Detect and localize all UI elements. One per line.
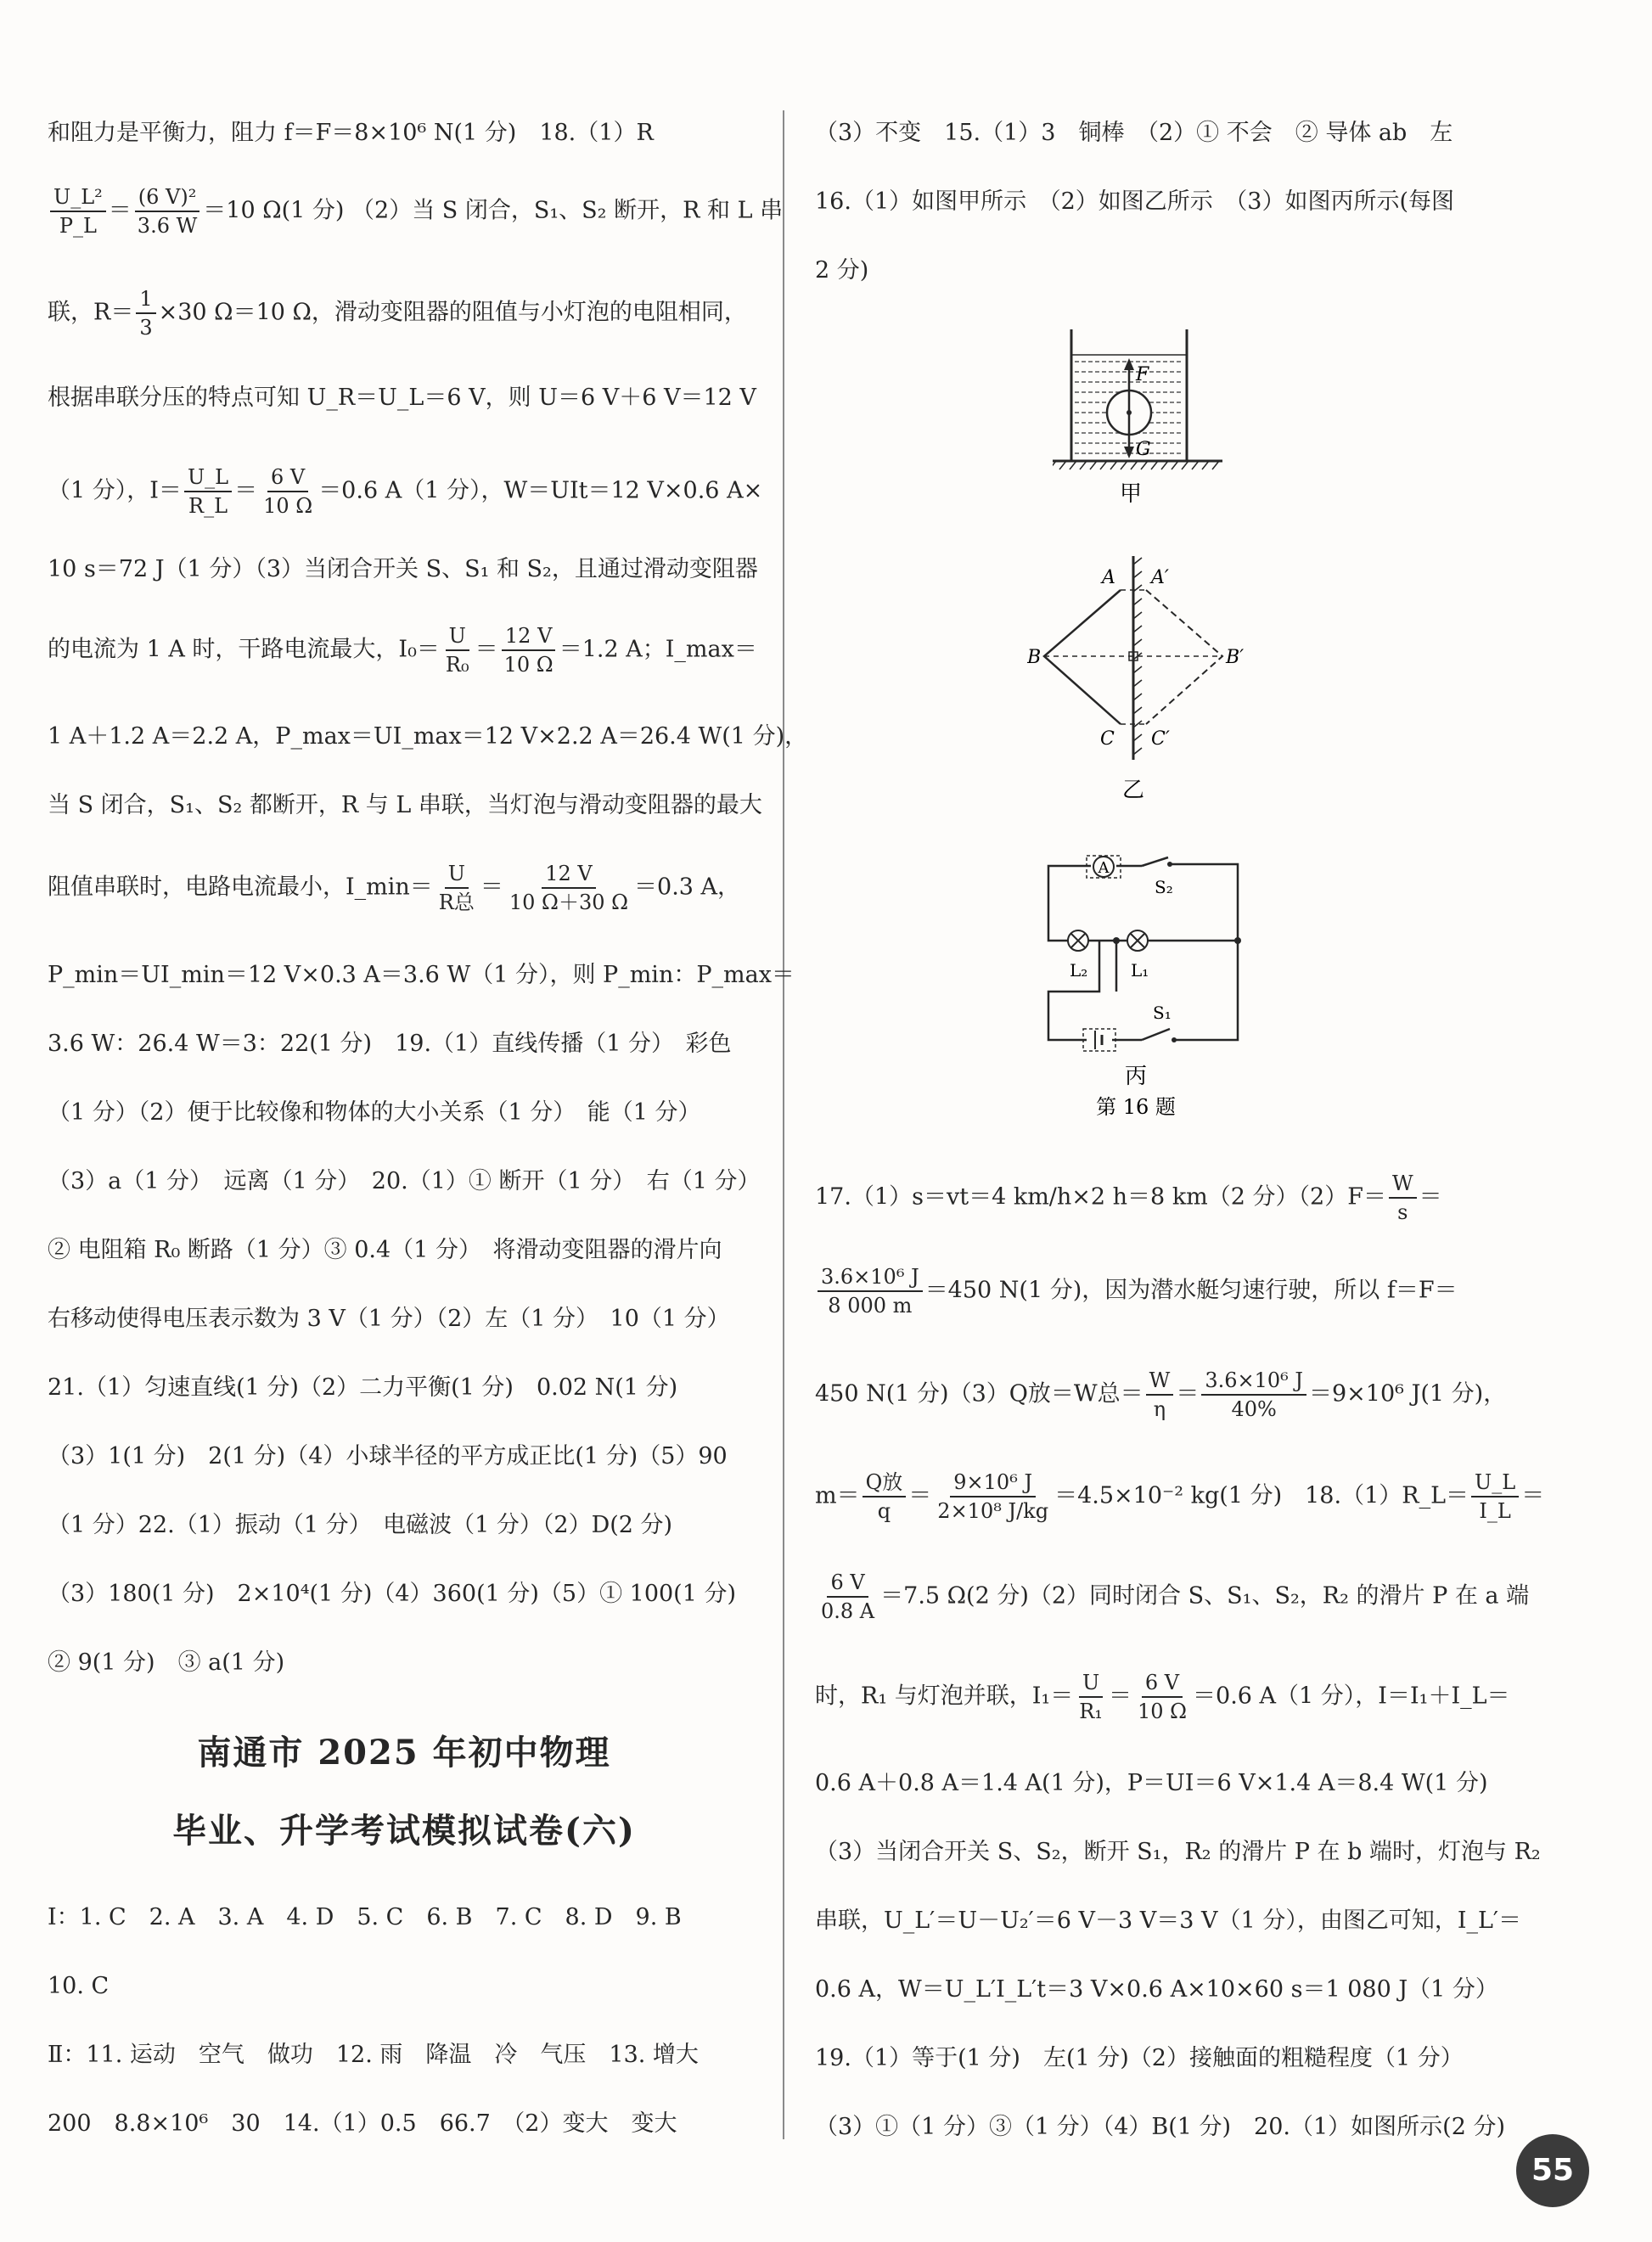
fraction: $\frac{\text{3.6×10⁶ J}}{40\%}$ [1201,1368,1306,1421]
fraction: $\frac{W}{\eta}$ [1146,1368,1174,1421]
text-line: 21.（1）匀速直线(1 分)（2）二力平衡(1 分) 0.02 N(1 分) [48,1374,678,1401]
figure-label-jia: 甲 [1119,481,1143,507]
text-line: （3）180(1 分) 2×10⁴(1 分)（4）360(1 分)（5）① 100(1 分) [48,1581,737,1607]
label-L2: L₂ [1070,960,1088,981]
text-line: 1 A＋1.2 A＝2.2 A，P_max＝UI_max＝12 V×2.2 A＝26.4 W(1 分)， [48,723,808,750]
text-line: P_min＝UI_min＝12 V×0.3 A＝3.6 W（1 分），则 P_min：P_max＝ [48,962,795,988]
fraction: $\frac{12 V}{10 \Omega+30 \Omega}$ [509,862,629,914]
label-L1: L₁ [1131,960,1149,981]
figure-bing [1036,840,1290,1129]
exam-title-line2: 毕业、升学考试模拟试卷(六) [172,1811,636,1851]
image-ABC [1146,590,1222,724]
fraction: $\frac{6 V}{0.8 A}$ [821,1571,875,1623]
answer-line: 10. C [48,1973,110,1999]
fraction: $\frac{1}{3}$ [136,287,155,340]
text-line: （3）当闭合开关 S、S₂，断开 S₁，R₂ 的滑片 P 在 b 端时，灯泡与 R₂ [815,1839,1541,1865]
ball-center [1127,410,1132,415]
text-line: 17.（1）s＝vt＝4 km/h×2 h＝8 km（2 分）（2）F＝ $\frac{W}{s}$ ＝ [815,1172,1442,1224]
label-A: A [1102,567,1115,588]
fraction: $\frac{W}{s}$ [1389,1172,1417,1224]
text-line: $\frac{\text{U\_L²}}{P\_L}$ ＝ $\frac{\text{(6 V)²}}{3.6 W}$ ＝10 Ω(1 分) （2）当 S 闭合，S₁、S₂ 断开，R 和 L 串 [48,185,783,238]
switch-S2 [1142,857,1168,866]
arrowhead-G [1124,447,1134,458]
text-line: 10 s＝72 J（1 分）（3）当闭合开关 S、S₁ 和 S₂，且通过滑动变阻器 [48,556,758,582]
text-line: 0.6 A＋0.8 A＝1.4 A(1 分)，P＝UI＝6 V×1.4 A＝8.4 W(1 分) [815,1770,1488,1796]
arrowhead-F [1124,358,1134,370]
text-line: （3）不变 15.（1）3 铜棒 （2）① 不会 ② 导体 ab 左 [815,120,1453,146]
switch-S1-contact [1172,1037,1177,1042]
text-line: （3）①（1 分）③（1 分）（4）B(1 分) 20.（1）如图所示(2 分) [815,2114,1505,2140]
fraction: $\frac{U}{\text{R₁}}$ [1079,1671,1103,1723]
text-line: 16.（1）如图甲所示 （2）如图乙所示 （3）如图丙所示(每图 [815,188,1455,215]
text-line: （3）a（1 分） 远离（1 分） 20.（1）① 断开（1 分） 右（1 分） [48,1168,761,1194]
text-line: m＝ $\frac{\text{Q放}}{q}$ ＝ $\frac{\text{9×10⁶ J}}{\text{2×10⁸ J/kg}}$ ＝4.5×10⁻² kg(1 分) 18.（1）R_L＝ $\frac{U\_L}{I\_L}$ ＝ [815,1470,1545,1523]
text-line: （1 分）（2）便于比较像和物体的大小关系（1 分） 能（1 分） [48,1099,701,1126]
text-line: 450 N(1 分)（3）Q放＝W总＝ $\frac{W}{\eta}$ ＝ $\frac{\text{3.6×10⁶ J}}{40\%}$ ＝9×10⁶ J(1 分)， [815,1368,1507,1421]
text-line: 串联，U_L′＝U－U₂′＝6 V－3 V＝3 V（1 分），由图乙可知，I_L′＝ [815,1908,1522,1934]
fraction: $\frac{\text{(6 V)²}}{3.6 W}$ [134,185,200,238]
text-line: ② 电阻箱 R₀ 断路（1 分）③ 0.4（1 分） 将滑动变阻器的滑片向 [48,1237,722,1263]
answer-line: 200 8.8×10⁶ 30 14.（1）0.5 66.7 （2）变大 变大 [48,2110,677,2137]
text-line: 阻值串联时，电路电流最小，I_min＝ $\frac{U}{\text{R总}}$ ＝ $\frac{12 V}{10 \Omega+30 \Omega}$ ＝0.3 A， [48,862,741,914]
fraction: $\frac{U\_L}{I\_L}$ [1471,1470,1519,1523]
figure-label-yi: 乙 [1121,778,1145,803]
text-line: （3）1(1 分) 2(1 分)（4）小球半径的平方成正比(1 分)（5）90 [48,1443,728,1469]
fraction: $\frac{\text{Q放}}{q}$ [863,1470,907,1523]
object-ABC [1044,590,1121,724]
text-line: $\frac{6 V}{0.8 A}$ ＝7.5 Ω(2 分)（2）同时闭合 S、S₁、S₂，R₂ 的滑片 P 在 a 端 [815,1571,1529,1623]
text-line: 的电流为 1 A 时，干路电流最大，I₀＝ $\frac{U}{\text{R₀}}$ ＝ $\frac{12 V}{10 \Omega}$ ＝1.2 A；I_max＝ [48,624,757,677]
text-line: 2 分) [815,257,869,284]
ammeter-label: A [1098,859,1110,877]
figure-caption: 第 16 题 [1096,1095,1176,1119]
page-number-badge: 55 [1516,2134,1589,2207]
answer-line: Ⅱ：11. 运动 空气 做功 12. 雨 降温 冷 气压 13. 增大 [48,2042,699,2068]
label-A-prime: A′ [1151,567,1169,588]
circuit-wires [1048,864,1238,1040]
label-C-prime: C′ [1151,728,1170,750]
figure-yi [1027,556,1265,811]
text-line: 和阻力是平衡力，阻力 f＝F＝8×10⁶ N(1 分) 18.（1）R [48,120,654,146]
junction-dot [1234,937,1241,944]
text-line: 联，R＝ $\frac{1}{3}$ ×30 Ω＝10 Ω，滑动变阻器的阻值与小灯泡的电阻相同， [48,287,747,340]
battery-box [1083,1029,1115,1051]
fraction: $\frac{U}{\text{R₀}}$ [445,624,469,677]
exam-title-line1: 南通市 2025 年初中物理 [197,1733,611,1773]
fraction: $\frac{6 V}{10 \Omega}$ [263,465,313,518]
label-S1: S₁ [1153,1003,1172,1023]
lamp-L2-icon [1068,930,1088,951]
fraction: $\frac{12 V}{10 \Omega}$ [501,624,557,677]
fraction: $\frac{\text{U\_L²}}{P\_L}$ [50,185,106,238]
text-line: 0.6 A，W＝U_L′I_L′t＝3 V×0.6 A×10×60 s＝1 080 J（1 分） [815,1976,1498,2003]
text-line: ② 9(1 分) ③ a(1 分) [48,1649,285,1676]
figure-label-bing: 丙 [1124,1064,1148,1089]
text-line: （1 分），I＝ $\frac{U\_L}{R\_L}$ ＝ $\frac{6 V}{10 \Omega}$ ＝0.6 A（1 分），W＝UIt＝12 V×0.6 A× [48,465,763,518]
label-G: G [1136,439,1151,460]
answer-line: Ⅰ：1. C 2. A 3. A 4. D 5. C 6. B 7. C 8. D 9. B [48,1904,682,1930]
label-S2: S₂ [1155,877,1173,897]
junction-dot [1113,937,1120,944]
fraction: $\frac{\text{9×10⁶ J}}{\text{2×10⁸ J/kg}}$ [937,1470,1049,1523]
column-divider [783,110,784,2139]
text-line: 19.（1）等于(1 分) 左(1 分)（2）接触面的粗糙程度（1 分） [815,2045,1464,2071]
text-line: 3.6 W：26.4 W＝3：22(1 分) 19.（1）直线传播（1 分） 彩色 [48,1031,732,1057]
label-B: B [1027,647,1042,668]
text-line: $\frac{\text{3.6×10⁶ J}}{8 000 m}$ ＝450 N(1 分)，因为潜水艇匀速行驶，所以 f＝F＝ [815,1265,1458,1318]
switch-S1 [1142,1029,1170,1040]
text-line: 时，R₁ 与灯泡并联，I₁＝ $\frac{U}{\text{R₁}}$ ＝ $\frac{6 V}{10 \Omega}$ ＝0.6 A（1 分），I＝I₁＋I_L＝ [815,1671,1510,1723]
fraction: $\frac{6 V}{10 \Omega}$ [1137,1671,1188,1723]
label-F: F [1136,364,1149,385]
lamp-L1-icon [1127,930,1148,951]
text-line: 根据串联分压的特点可知 U_R＝U_L＝6 V，则 U＝6 V＋6 V＝12 V [48,385,756,411]
label-C: C [1100,728,1115,750]
text-line: （1 分）22.（1）振动（1 分） 电磁波（1 分）（2）D(2 分) [48,1512,673,1538]
figure-jia [1053,323,1256,518]
fraction: $\frac{U}{\text{R总}}$ [438,862,475,914]
fraction: $\frac{\text{3.6×10⁶ J}}{8 000 m}$ [818,1265,923,1318]
text-line: 右移动使得电压表示数为 3 V（1 分）（2）左（1 分） 10（1 分） [48,1306,730,1332]
fraction: $\frac{U\_L}{R\_L}$ [184,465,232,518]
text-line: 当 S 闭合，S₁、S₂ 都断开，R 与 L 串联，当灯泡与滑动变阻器的最大 [48,792,762,818]
switch-S2-contact [1167,862,1172,867]
label-B-prime: B′ [1226,647,1245,668]
